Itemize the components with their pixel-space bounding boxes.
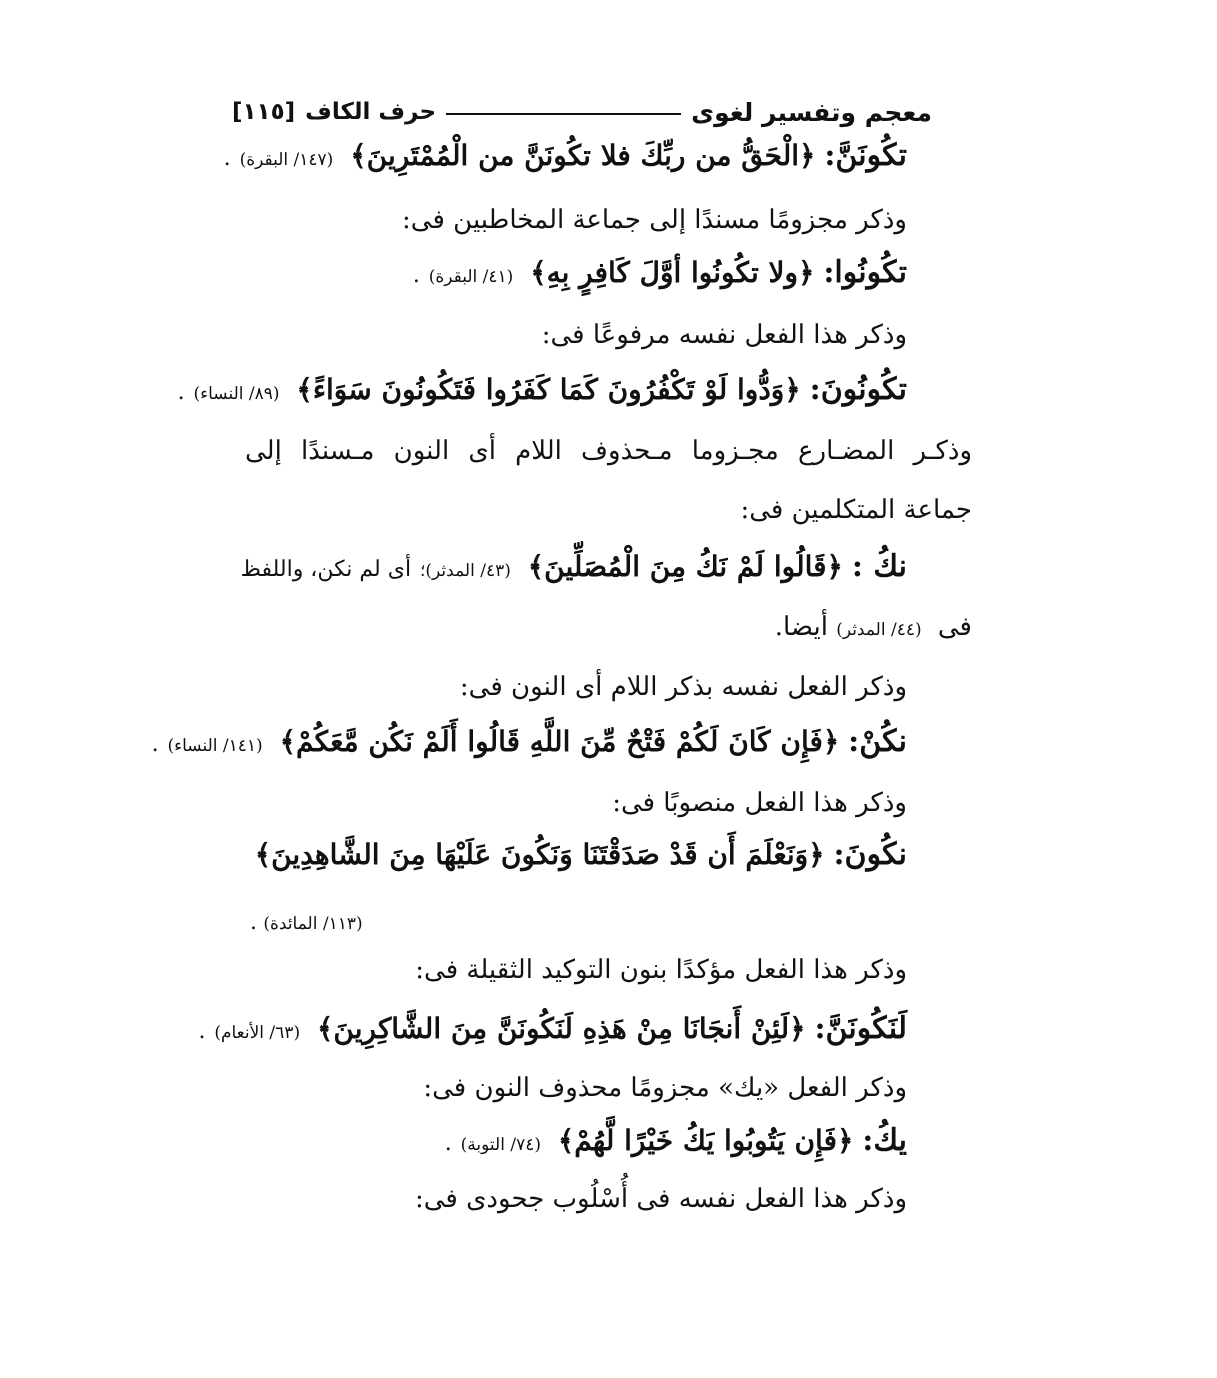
line-tail: . [250,910,257,935]
text-line [402,207,907,233]
headword: تكُونُوا: [823,255,907,290]
text-line [223,138,907,173]
line-tail: . [151,732,159,757]
verse-reference: (٨٩/ النساء) [193,384,280,404]
headword: تكُونَنَّ: [824,138,907,173]
body-text: وذكر هذا الفعل نفسه فى أُسْلُوب جحودى فى: [414,1184,907,1214]
chapter-title: حرف الكاف [305,99,437,125]
page-number: [١١٥] [232,99,296,125]
verse-reference: (٤٣/ المدثر)؛ [420,561,511,581]
text-line [245,438,972,464]
quran-verse: ﴿وَنَعْلَمَ أَن قَدْ صَدَقْتَنَا وَنَكُونَ عَلَيْهَا مِنَ الشَّاهِدِينَ﴾ [254,838,825,871]
quran-verse: ﴿فَإِن كَانَ لَكُمْ فَتْحٌ مِّنَ اللَّهِ قَالُوا أَلَمْ نَكُن مَّعَكُمْ﴾ [279,725,840,758]
line-tail: أى لم نكن، واللفظ [240,557,412,582]
body-text: وذكر مجزومًا مسندًا إلى جماعة المخاطبين فى: [402,205,907,235]
quran-verse: ﴿فَإِن يَتُوبُوا يَكُ خَيْرًا لَّهُمْ﴾ [557,1124,854,1157]
line-tail: . [198,1019,206,1044]
header-rule [446,113,681,115]
text-line [177,372,907,407]
quran-verse: ﴿ولا تكُونُوا أوَّلَ كَافِرٍ بِهِ﴾ [530,256,815,289]
line-tail: . [223,146,231,171]
headword: تكُونُونَ: [809,372,907,407]
verse-reference: (٧٤/ التوبة) [460,1135,541,1155]
text-line [412,255,907,290]
body-text: جماعة المتكلمين فى: [740,495,972,525]
text-line [250,912,371,934]
headword: يكُ: [862,1123,907,1158]
quran-verse: ﴿قَالُوا لَمْ نَكُ مِنَ الْمُصَلِّينَ﴾ [527,550,843,583]
line-tail: . [444,1131,452,1156]
body-text: وذكر الفعل «يك» مجزومًا محذوف النون فى: [423,1073,907,1103]
text-line [542,322,907,348]
text-line [415,1186,907,1212]
headword: نكُنْ: [848,724,907,759]
headword: لَنَكُونَنَّ: [814,1011,907,1046]
text-line [460,674,907,700]
quran-verse: ﴿لَئِنْ أَنجَانَا مِنْ هَذِهِ لَنَكُونَنَّ مِنَ الشَّاكِرِينَ﴾ [316,1012,806,1045]
verse-reference: (١٤٧/ البقرة) [239,150,334,170]
body-text: وذكر هذا الفعل مؤكدًا بنون التوكيد الثقيلة فى: [415,955,907,985]
verse-reference: (٤١/ البقرة) [428,267,514,287]
text-line [775,614,972,640]
body-text: وذكر الفعل نفسه بذكر اللام أى النون فى: [459,672,907,702]
text-line [151,724,907,759]
line-tail: . [412,263,420,288]
headword: نكُ : [851,549,907,584]
quran-verse: ﴿وَدُّوا لَوْ تَكْفُرُونَ كَمَا كَفَرُوا فَتَكُونُونَ سَوَاءً﴾ [296,373,801,406]
text-line [444,1123,907,1158]
text-line [198,1011,907,1046]
verse-reference: (٤٤/ المدثر) [836,620,922,640]
page-header [232,92,932,132]
body-text: وذكر هذا الفعل نفسه مرفوعًا فى: [541,320,907,350]
verse-reference: (٦٣/ الأنعام) [214,1023,301,1043]
body-text: وذكـر المضـارع مجـزوما مـحذوف اللام أى النون مـسندًا إلى [245,436,972,466]
text-line [612,790,907,816]
text-line [254,837,907,872]
text-line [415,957,907,983]
text-line [240,549,907,584]
body-text: وذكر هذا الفعل منصوبًا فى: [612,788,907,818]
body-text: فى [937,612,972,642]
verse-reference: (١١٣/ المائدة) [263,914,363,934]
headword: نكُونَ: [833,837,907,872]
line-tail: . [177,380,185,405]
verse-reference: (١٤١/ النساء) [167,736,263,756]
line-tail: أيضا. [774,612,828,642]
text-line [740,497,972,523]
quran-verse: ﴿الْحَقُّ من ربِّكَ فلا تكُونَنَّ من الْمُمْتَرِينَ﴾ [350,139,816,172]
text-line [423,1075,907,1101]
book-title: معجم وتفسير لغوى [691,97,932,127]
